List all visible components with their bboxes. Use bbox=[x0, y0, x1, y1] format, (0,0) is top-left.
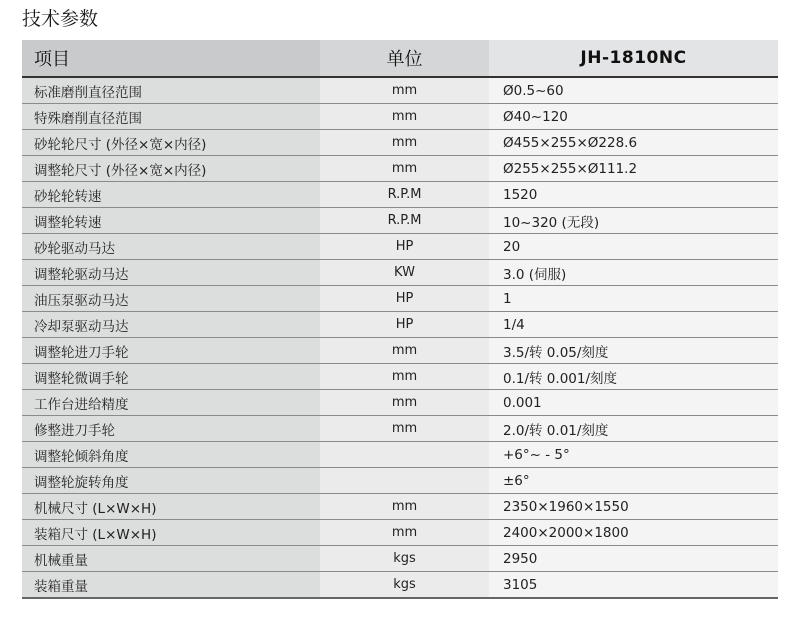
table-body bbox=[22, 77, 778, 598]
table-row bbox=[22, 546, 778, 572]
param-name-cell: 调整轮进刀手轮 bbox=[22, 338, 320, 364]
param-unit-cell: kgs bbox=[320, 546, 489, 572]
param-value-cell: 1/4 bbox=[489, 312, 778, 338]
param-value-cell: 0.001 bbox=[489, 390, 778, 416]
param-unit-cell bbox=[320, 442, 489, 468]
param-name-cell: 工作台进给精度 bbox=[22, 390, 320, 416]
param-unit-cell: mm bbox=[320, 520, 489, 546]
table-row bbox=[22, 468, 778, 494]
param-value-cell: Ø40~120 bbox=[489, 104, 778, 130]
table-row bbox=[22, 364, 778, 390]
table-row bbox=[22, 234, 778, 260]
param-unit-cell: mm bbox=[320, 338, 489, 364]
param-name-cell: 油压泵驱动马达 bbox=[22, 286, 320, 312]
param-value-cell: +6°~ - 5° bbox=[489, 442, 778, 468]
param-unit-cell: mm bbox=[320, 494, 489, 520]
param-name-cell: 调整轮旋转角度 bbox=[22, 468, 320, 494]
table-row bbox=[22, 286, 778, 312]
table-row bbox=[22, 442, 778, 468]
param-value-cell: Ø455×255×Ø228.6 bbox=[489, 130, 778, 156]
param-name-cell: 砂轮轮尺寸 (外径×宽×内径) bbox=[22, 130, 320, 156]
table-row bbox=[22, 416, 778, 442]
param-value-cell: 2.0/转 0.01/刻度 bbox=[489, 416, 778, 442]
param-value-cell: 2350×1960×1550 bbox=[489, 494, 778, 520]
param-unit-cell: HP bbox=[320, 312, 489, 338]
param-unit-cell: R.P.M bbox=[320, 182, 489, 208]
table-row bbox=[22, 104, 778, 130]
param-name-cell: 装箱尺寸 (L×W×H) bbox=[22, 520, 320, 546]
table-row bbox=[22, 130, 778, 156]
param-unit-cell: mm bbox=[320, 156, 489, 182]
param-unit-cell: HP bbox=[320, 286, 489, 312]
param-value-cell: 3.5/转 0.05/刻度 bbox=[489, 338, 778, 364]
table-row bbox=[22, 260, 778, 286]
param-name-cell: 调整轮驱动马达 bbox=[22, 260, 320, 286]
table-row bbox=[22, 338, 778, 364]
param-unit-cell: HP bbox=[320, 234, 489, 260]
param-name-cell: 冷却泵驱动马达 bbox=[22, 312, 320, 338]
param-name-cell: 砂轮轮转速 bbox=[22, 182, 320, 208]
param-name-cell: 装箱重量 bbox=[22, 572, 320, 599]
header-item: 项目 bbox=[22, 40, 320, 77]
header-unit: 单位 bbox=[320, 40, 489, 77]
param-unit-cell: kgs bbox=[320, 572, 489, 599]
table-row bbox=[22, 572, 778, 599]
param-value-cell: Ø0.5~60 bbox=[489, 77, 778, 104]
param-unit-cell: mm bbox=[320, 364, 489, 390]
table-row bbox=[22, 208, 778, 234]
param-unit-cell: mm bbox=[320, 77, 489, 104]
section-title: 技术参数 bbox=[22, 8, 99, 30]
param-name-cell: 机械重量 bbox=[22, 546, 320, 572]
table-row bbox=[22, 494, 778, 520]
param-unit-cell: mm bbox=[320, 416, 489, 442]
param-value-cell: 20 bbox=[489, 234, 778, 260]
param-value-cell: 3.0 (伺服) bbox=[489, 260, 778, 286]
table-row bbox=[22, 312, 778, 338]
param-name-cell: 机械尺寸 (L×W×H) bbox=[22, 494, 320, 520]
param-name-cell: 标准磨削直径范围 bbox=[22, 77, 320, 104]
table-row bbox=[22, 77, 778, 104]
param-unit-cell bbox=[320, 468, 489, 494]
param-name-cell: 调整轮尺寸 (外径×宽×内径) bbox=[22, 156, 320, 182]
param-name-cell: 调整轮微调手轮 bbox=[22, 364, 320, 390]
param-unit-cell: mm bbox=[320, 130, 489, 156]
param-unit-cell: mm bbox=[320, 390, 489, 416]
param-value-cell: 0.1/转 0.001/刻度 bbox=[489, 364, 778, 390]
spec-table bbox=[22, 40, 778, 599]
param-value-cell: Ø255×255×Ø111.2 bbox=[489, 156, 778, 182]
param-value-cell: ±6° bbox=[489, 468, 778, 494]
param-unit-cell: mm bbox=[320, 104, 489, 130]
table-row bbox=[22, 390, 778, 416]
param-name-cell: 调整轮倾斜角度 bbox=[22, 442, 320, 468]
param-name-cell: 调整轮转速 bbox=[22, 208, 320, 234]
table-row bbox=[22, 156, 778, 182]
header-model: JH-1810NC bbox=[489, 40, 778, 77]
param-unit-cell: R.P.M bbox=[320, 208, 489, 234]
param-value-cell: 1520 bbox=[489, 182, 778, 208]
param-value-cell: 1 bbox=[489, 286, 778, 312]
param-name-cell: 砂轮驱动马达 bbox=[22, 234, 320, 260]
table-header-row bbox=[22, 40, 778, 77]
table-row bbox=[22, 182, 778, 208]
param-value-cell: 3105 bbox=[489, 572, 778, 599]
param-unit-cell: KW bbox=[320, 260, 489, 286]
param-value-cell: 10~320 (无段) bbox=[489, 208, 778, 234]
param-name-cell: 修整进刀手轮 bbox=[22, 416, 320, 442]
param-name-cell: 特殊磨削直径范围 bbox=[22, 104, 320, 130]
param-value-cell: 2950 bbox=[489, 546, 778, 572]
table-row bbox=[22, 520, 778, 546]
param-value-cell: 2400×2000×1800 bbox=[489, 520, 778, 546]
